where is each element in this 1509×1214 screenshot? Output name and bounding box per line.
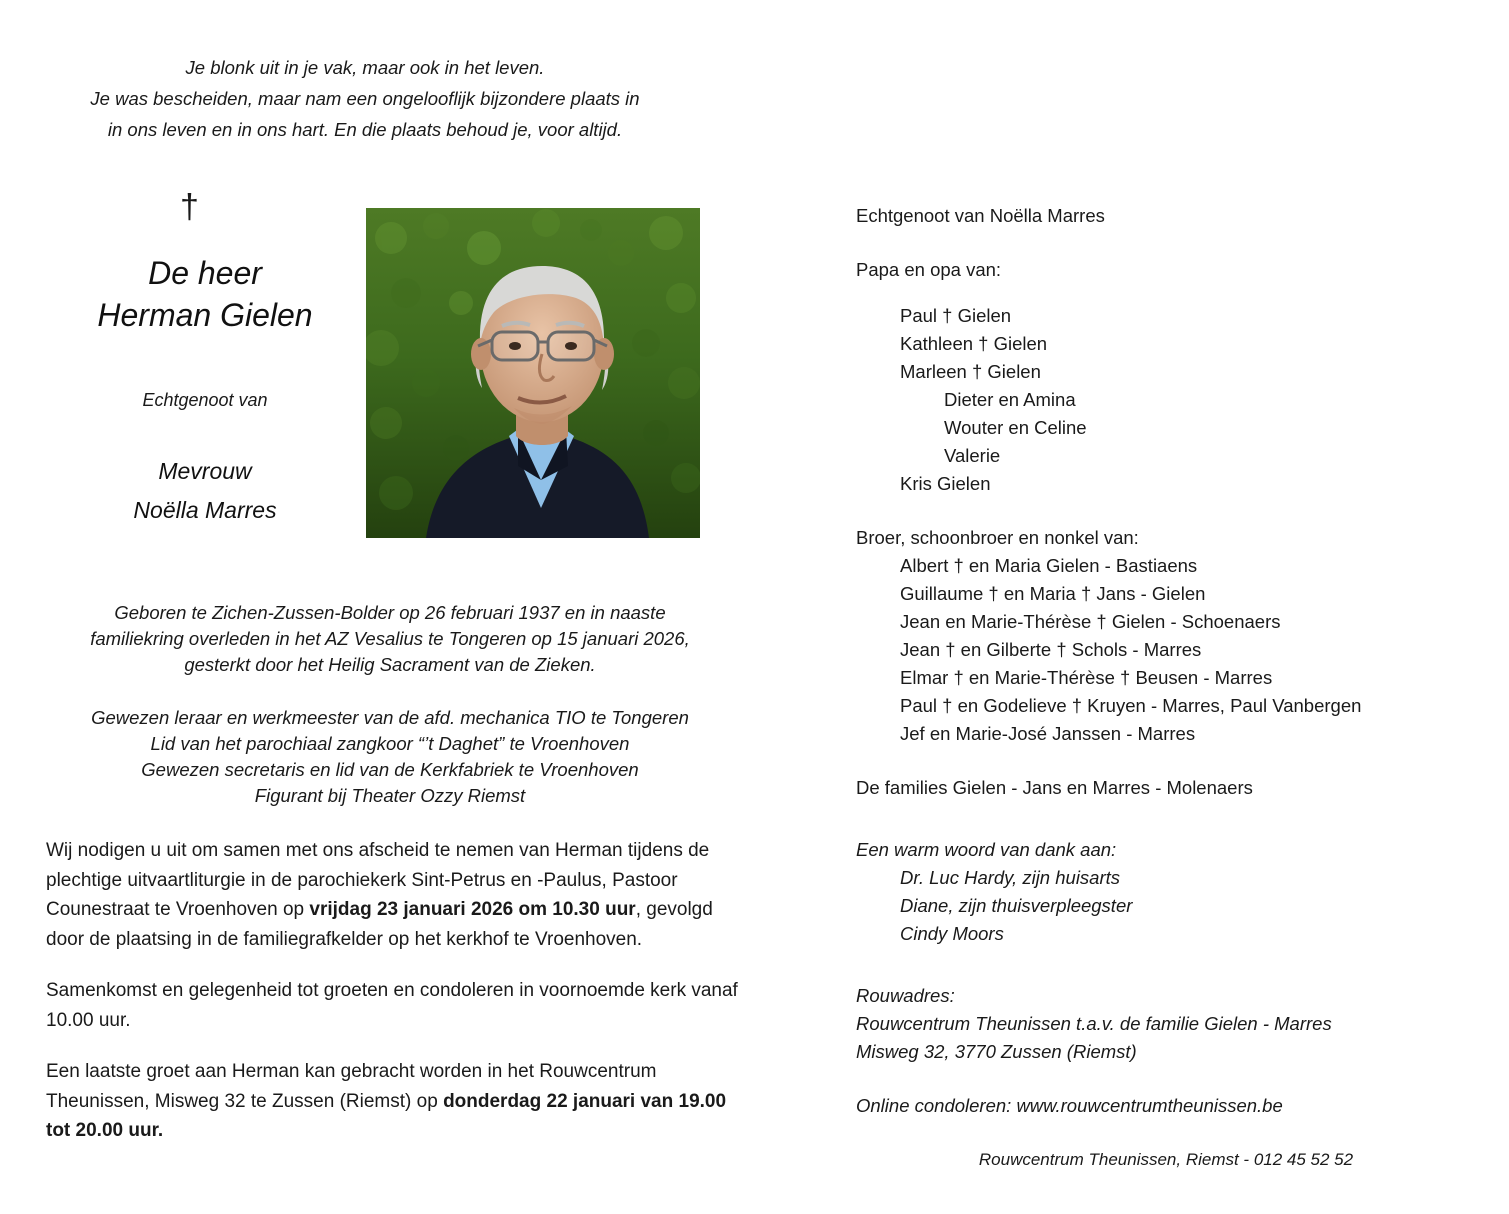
spacer: [856, 1066, 1476, 1092]
thanks-item: Diane, zijn thuisverpleegster: [900, 895, 1133, 916]
bio-line-1: Geboren te Zichen-Zussen-Bolder op 26 februari 1937 en in naaste: [114, 602, 666, 623]
child-item: Paul † Gielen: [900, 305, 1012, 326]
spacer: [856, 498, 1476, 524]
invitation-text-c: , gevolgd door de plaatsing in de familiegrafkelder op het kerkhof te Vroenhoven.: [46, 899, 713, 950]
sibling-item: Jef en Marie-José Janssen - Marres: [900, 723, 1196, 744]
mourning-address-block: [856, 982, 1476, 1066]
honorific: De heer: [148, 255, 262, 291]
sibling-item: Paul † en Godelieve † Kruyen - Marres, Paul Vanbergen: [900, 695, 1362, 716]
spouse-line: Echtgenoot van Noëlla Marres: [856, 205, 1105, 226]
invitation-paragraph-1: [46, 836, 746, 954]
roles-block: [40, 705, 740, 809]
thanks-item: Cindy Moors: [900, 923, 1004, 944]
portrait-photo: [366, 208, 700, 538]
sibling-item: Guillaume † en Maria † Jans - Gielen: [900, 583, 1206, 604]
invitation-paragraph-2: Samenkomst en gelegenheid tot groeten en condoleren in voornoemde kerk vanaf 10.00 uur.: [46, 980, 738, 1031]
footer-contact: Rouwcentrum Theunissen, Riemst - 012 45 52 52: [978, 1150, 1354, 1169]
thanks-item: Dr. Luc Hardy, zijn huisarts: [900, 867, 1121, 888]
siblings-list: [856, 552, 1476, 748]
children-list: [856, 302, 1476, 498]
funeral-datetime: vrijdag 23 januari 2026 om 10.30 uur: [309, 899, 636, 920]
thanks-header: Een warm woord van dank aan:: [856, 839, 1117, 860]
role-line-1: Gewezen leraar en werkmeester van de afd. mechanica TIO te Tongeren: [91, 707, 689, 728]
grandchild-item: Wouter en Celine: [944, 417, 1087, 438]
role-line-3: Gewezen secretaris en lid van de Kerkfabriek te Vroenhoven: [141, 759, 639, 780]
role-line-4: Figurant bij Theater Ozzy Riemst: [254, 785, 526, 806]
invitation-block: [46, 836, 746, 1168]
visitation-datetime: donderdag 22 januari van 19.00 tot 20.00 uur.: [46, 1090, 727, 1141]
spacer: [856, 802, 1476, 836]
spouse-label: Echtgenoot van: [142, 390, 268, 410]
spouse-name: Noëlla Marres: [133, 497, 277, 523]
thanks-block: [856, 836, 1476, 948]
spacer: [856, 948, 1476, 982]
spacer: [856, 230, 1476, 256]
spouse-block: [40, 452, 370, 530]
sibling-item: Jean en Marie-Thérèse † Gielen - Schoenaers: [900, 611, 1281, 632]
sibling-item: Elmar † en Marie-Thérèse † Beusen - Marres: [900, 667, 1273, 688]
child-item: Marleen † Gielen: [900, 361, 1041, 382]
cross-icon: †: [180, 188, 199, 226]
mourning-address-line: Misweg 32, 3770 Zussen (Riemst): [856, 1041, 1137, 1062]
poem-line-2: Je was bescheiden, maar nam een ongelooflijk bijzondere plaats in: [90, 88, 640, 109]
spouse-honorific: Mevrouw: [158, 458, 252, 484]
spacer: [856, 748, 1476, 774]
child-item: Kathleen † Gielen: [900, 333, 1048, 354]
spacer: [856, 284, 1476, 302]
role-line-2: Lid van het parochiaal zangkoor “’t Daghet” te Vroenhoven: [150, 733, 630, 754]
invitation-text-a: Wij nodigen u uit om samen met ons afscheid te nemen van Herman tijdens de plechtige uitvaartliturgie in de parochiekerk Sint-Petrus en -Paulus, Pastoor Counestraat te Vroenhoven op: [46, 840, 710, 920]
bio-line-3: gesterkt door het Heilig Sacrament van de Zieken.: [184, 654, 596, 675]
poem-block: [40, 52, 690, 145]
bio-line-2: familiekring overleden in het AZ Vesalius te Tongeren op 15 januari 2026,: [90, 628, 690, 649]
family-block: [856, 202, 1476, 1120]
children-header: Papa en opa van:: [856, 259, 1002, 280]
mourning-address-header: Rouwadres:: [856, 985, 955, 1006]
deceased-name-block: [40, 252, 370, 336]
poem-line-1: Je blonk uit in je vak, maar ook in het leven.: [185, 57, 545, 78]
online-condolences[interactable]: Online condoleren: www.rouwcentrumtheunissen.be: [856, 1095, 1283, 1116]
grandchild-item: Valerie: [944, 445, 1001, 466]
visitation-text-a: Een laatste groet aan Herman kan gebracht worden in het Rouwcentrum Theunissen, Misweg 32 te Zussen (Riemst) op: [46, 1061, 657, 1112]
siblings-header: Broer, schoonbroer en nonkel van:: [856, 527, 1139, 548]
grandchild-item: Dieter en Amina: [944, 389, 1076, 410]
families-line: De families Gielen - Jans en Marres - Molenaers: [856, 777, 1253, 798]
poem-line-3: in ons leven en in ons hart. En die plaats behoud je, voor altijd.: [107, 119, 623, 140]
invitation-paragraph-3: [46, 1057, 746, 1146]
biography-block: [40, 600, 740, 678]
sibling-item: Albert † en Maria Gielen - Bastiaens: [900, 555, 1198, 576]
mourning-address-line: Rouwcentrum Theunissen t.a.v. de familie Gielen - Marres: [856, 1013, 1332, 1034]
child-item: Kris Gielen: [900, 473, 991, 494]
deceased-name: Herman Gielen: [97, 297, 313, 333]
sibling-item: Jean † en Gilberte † Schols - Marres: [900, 639, 1202, 660]
